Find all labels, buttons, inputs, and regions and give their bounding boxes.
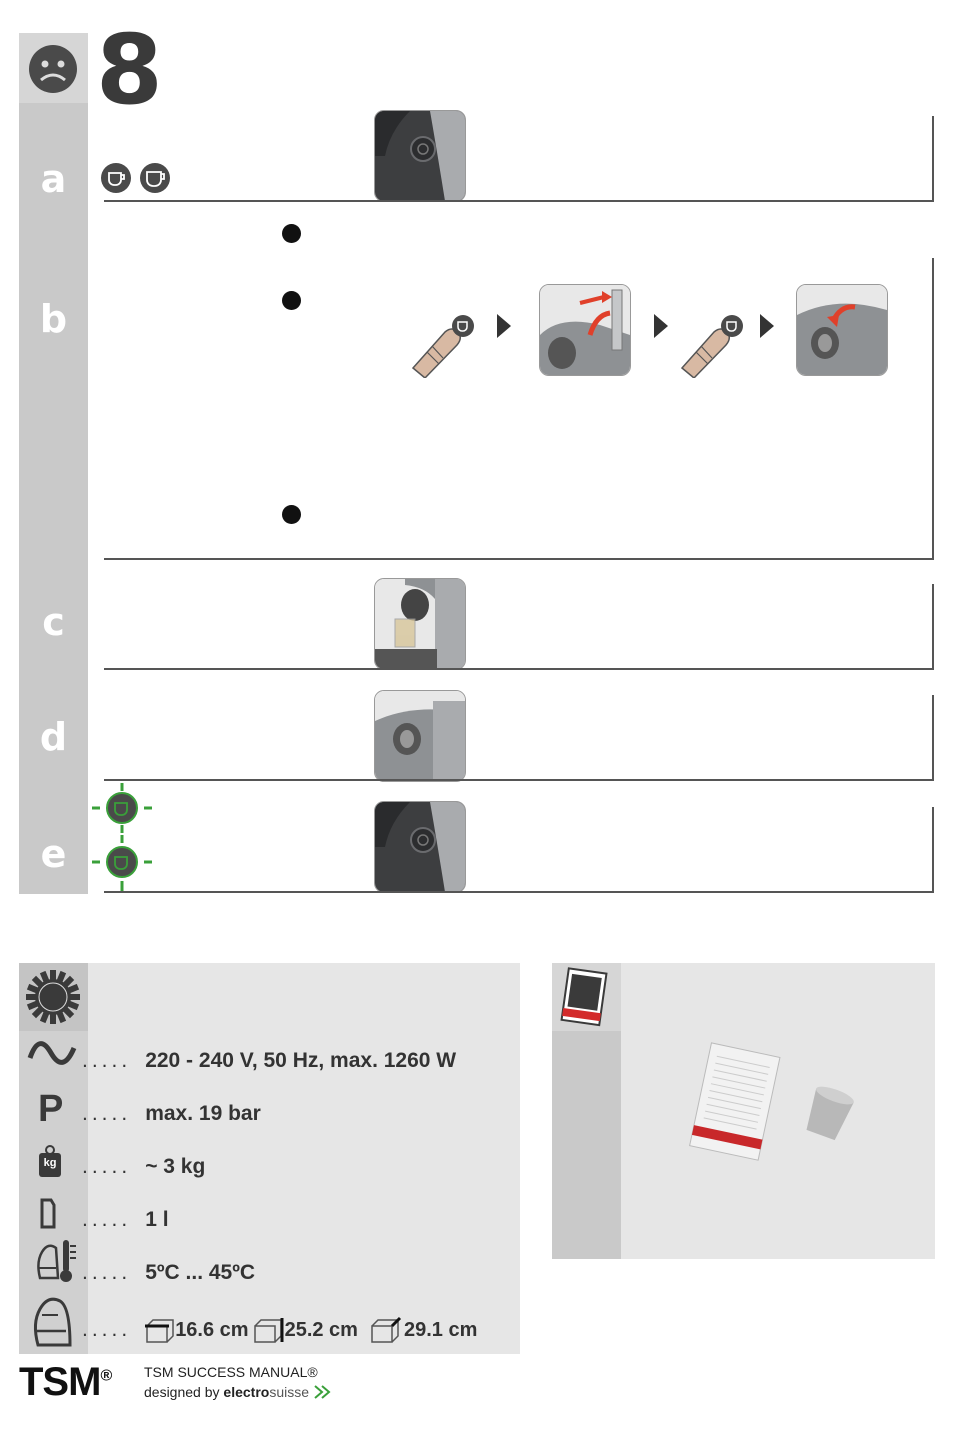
tsm-logo [19, 1362, 111, 1402]
spec-pressure-value: max. 19 bar [145, 1102, 261, 1125]
row-a-border [932, 116, 934, 202]
machine-temperature-icon [34, 1238, 80, 1284]
pressure-icon: P [38, 1088, 64, 1130]
finger-press-icon [405, 310, 480, 378]
spec-weight-value: ~ 3 kg [145, 1155, 206, 1178]
row-c-border [932, 584, 934, 670]
sad-face-icon [19, 33, 88, 103]
lever-close-image [796, 284, 888, 376]
row-b-border [932, 258, 934, 560]
lever-open-image [539, 284, 631, 376]
dimension-depth: 25.2 cm [284, 1318, 358, 1341]
button-closeup-image [374, 110, 466, 202]
row-a-divider [104, 200, 934, 202]
row-e-divider [104, 891, 934, 893]
spec-temperature [82, 1261, 255, 1285]
row-e-border [932, 807, 934, 893]
spec-tank-value: 1 l [145, 1208, 169, 1231]
chevrons-icon [313, 1384, 335, 1400]
arrow-right-icon [654, 314, 670, 338]
bullet-point [282, 224, 301, 243]
leader-dots: ..... [82, 1261, 132, 1284]
row-letter-c: c [42, 600, 65, 644]
electrosuisse-brand-a: electro [223, 1384, 270, 1400]
footer-caption [144, 1362, 335, 1402]
row-c-divider [104, 668, 934, 670]
machine-dimensions-icon [30, 1293, 74, 1349]
tsm-logo-text: TSM [19, 1360, 101, 1404]
step-number: 8 [96, 14, 161, 126]
troubleshoot-header-box [19, 33, 88, 103]
gear-icon [19, 963, 88, 1031]
arrow-right-icon [760, 314, 776, 338]
row-d-border [932, 695, 934, 781]
arrow-right-icon [497, 314, 513, 338]
coffee-cup-image [374, 578, 466, 670]
width-dimension-icon [143, 1316, 175, 1344]
row-b-divider [104, 558, 934, 560]
height-dimension-icon [368, 1316, 404, 1344]
spec-pressure [82, 1102, 261, 1126]
registered-mark: ® [100, 1367, 112, 1385]
spec-tank [82, 1208, 169, 1232]
lever-image [374, 690, 466, 782]
descaler-packet-and-cup-image [680, 1040, 870, 1170]
voltage-wave-icon [27, 1036, 77, 1070]
leader-dots: ..... [82, 1208, 132, 1231]
leader-dots: ..... [82, 1102, 132, 1125]
finger-press-icon [674, 310, 749, 378]
spec-power [82, 1049, 456, 1073]
bullet-point [282, 505, 301, 524]
row-sidebar [19, 103, 88, 894]
leader-dots: ..... [82, 1318, 132, 1341]
blinking-cup-buttons-icon [90, 783, 154, 893]
water-tank-icon [38, 1198, 62, 1230]
spec-temperature-value: 5ºC ... 45ºC [145, 1261, 256, 1284]
footer-line-1: TSM SUCCESS MANUAL® [144, 1364, 318, 1380]
bullet-point [282, 291, 301, 310]
accessories-header-box [552, 963, 621, 1031]
electrosuisse-brand-b: suisse [269, 1384, 310, 1400]
row-letter-a: a [40, 157, 67, 201]
dimension-height: 29.1 cm [403, 1318, 478, 1341]
cup-buttons-icon [100, 162, 172, 194]
spec-dimensions [82, 1316, 477, 1344]
row-letter-d: d [39, 715, 68, 759]
leader-dots: ..... [82, 1049, 132, 1072]
row-letter-b: b [39, 297, 68, 341]
button-closeup-image [374, 801, 466, 893]
specs-header-box [19, 963, 88, 1031]
descaling-kit-icon [552, 963, 621, 1031]
weight-icon [38, 1144, 62, 1178]
leader-dots: ..... [82, 1155, 132, 1178]
weight-icon-label: kg [43, 1157, 57, 1169]
depth-dimension-icon [253, 1316, 285, 1344]
dimension-width: 16.6 cm [175, 1318, 249, 1341]
spec-power-value: 220 - 240 V, 50 Hz, max. 1260 W [145, 1049, 457, 1072]
footer-designed-by: designed by [144, 1384, 224, 1400]
row-d-divider [104, 779, 934, 781]
spec-weight [82, 1155, 205, 1179]
row-letter-e: e [40, 832, 67, 876]
footer-line-2 [144, 1382, 335, 1402]
